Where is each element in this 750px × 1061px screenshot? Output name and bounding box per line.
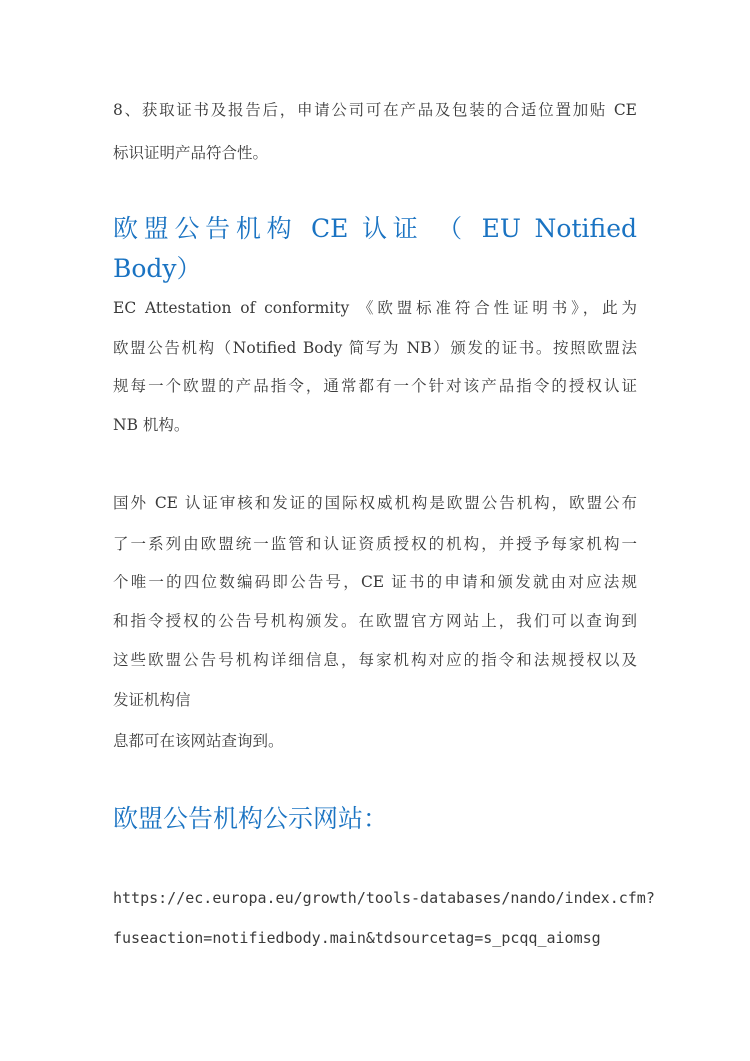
- para2-line-6: 发证机构信: [113, 691, 191, 709]
- heading-eu-notified-body-line-2: Body）: [113, 254, 202, 283]
- para2-line-3: 个唯一的四位数编码即公告号，CE 证书的申请和颁发就由对应法规: [113, 573, 637, 591]
- para1-line-4: NB 机构。: [113, 416, 190, 434]
- nando-url-line-2[interactable]: fuseaction=notifiedbody.main&tdsourcetag=s_pcqq_aiomsg: [113, 929, 601, 947]
- step8-line-2: 标识证明产品符合性。: [113, 144, 269, 162]
- heading-eu-notified-body-line-1: 欧盟公告机构 CE 认证 （ EU Notified: [113, 214, 637, 243]
- heading-nb-website: 欧盟公告机构公示网站：: [113, 804, 389, 833]
- para1-line-1: EC Attestation of conformity 《欧盟标准符合性证明书》，此为: [113, 299, 637, 317]
- step8-line-1: 8、获取证书及报告后，申请公司可在产品及包装的合适位置加贴 CE: [113, 101, 637, 119]
- para1-line-3: 规每一个欧盟的产品指令，通常都有一个针对该产品指令的授权认证: [113, 377, 637, 395]
- para2-line-7: 息都可在该网站查询到。: [113, 732, 284, 750]
- para2-line-1: 国外 CE 认证审核和发证的国际权威机构是欧盟公告机构，欧盟公布: [113, 494, 637, 512]
- para2-line-2: 了一系列由欧盟统一监管和认证资质授权的机构，并授予每家机构一: [113, 535, 637, 553]
- para2-line-4: 和指令授权的公告号机构颁发。在欧盟官方网站上，我们可以查询到: [113, 612, 637, 630]
- para2-line-5: 这些欧盟公告号机构详细信息，每家机构对应的指令和法规授权以及: [113, 651, 637, 669]
- para1-line-2: 欧盟公告机构（Notified Body 简写为 NB）颁发的证书。按照欧盟法: [113, 339, 637, 357]
- nando-url-line-1[interactable]: https://ec.europa.eu/growth/tools-databases/nando/index.cfm?: [113, 889, 655, 907]
